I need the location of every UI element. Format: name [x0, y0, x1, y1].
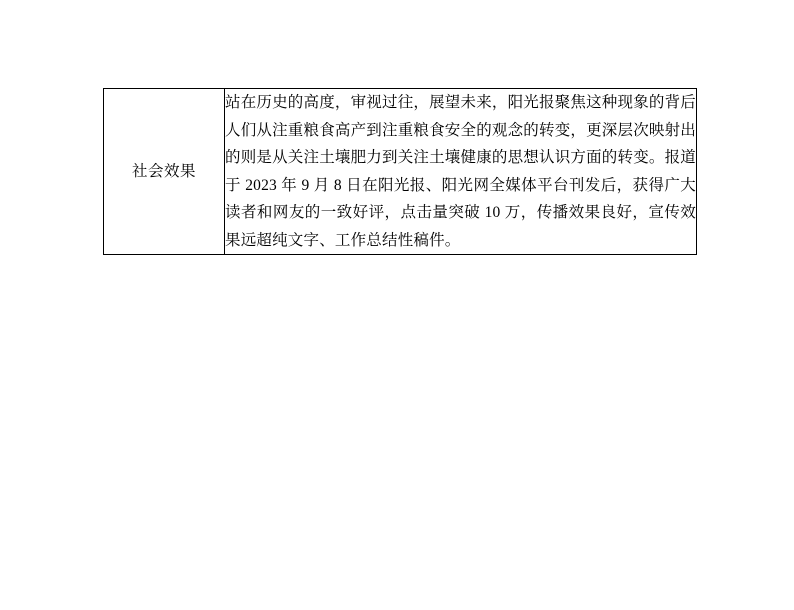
summary-table	[103, 88, 697, 255]
row-content-text: 站在历史的高度，审视过往，展望未来，阳光报聚焦这种现象的背后人们从注重粮食高产到注重粮食安全的观念的转变，更深层次映射出的则是从关注土壤肥力到关注土壤健康的思想认识方面的转变。报道于 2023 年 9 月 8 日在阳光报、阳光网全媒体平台刊发后，获得广大读者和网友的一致好评，点击量突破 10 万，传播效果良好，宣传效果远超纯文字、工作总结性稿件。	[225, 94, 697, 249]
table-row	[104, 89, 697, 255]
row-content-cell	[225, 89, 697, 255]
table-body	[104, 89, 697, 255]
row-label-cell: 社会效果	[104, 89, 225, 255]
